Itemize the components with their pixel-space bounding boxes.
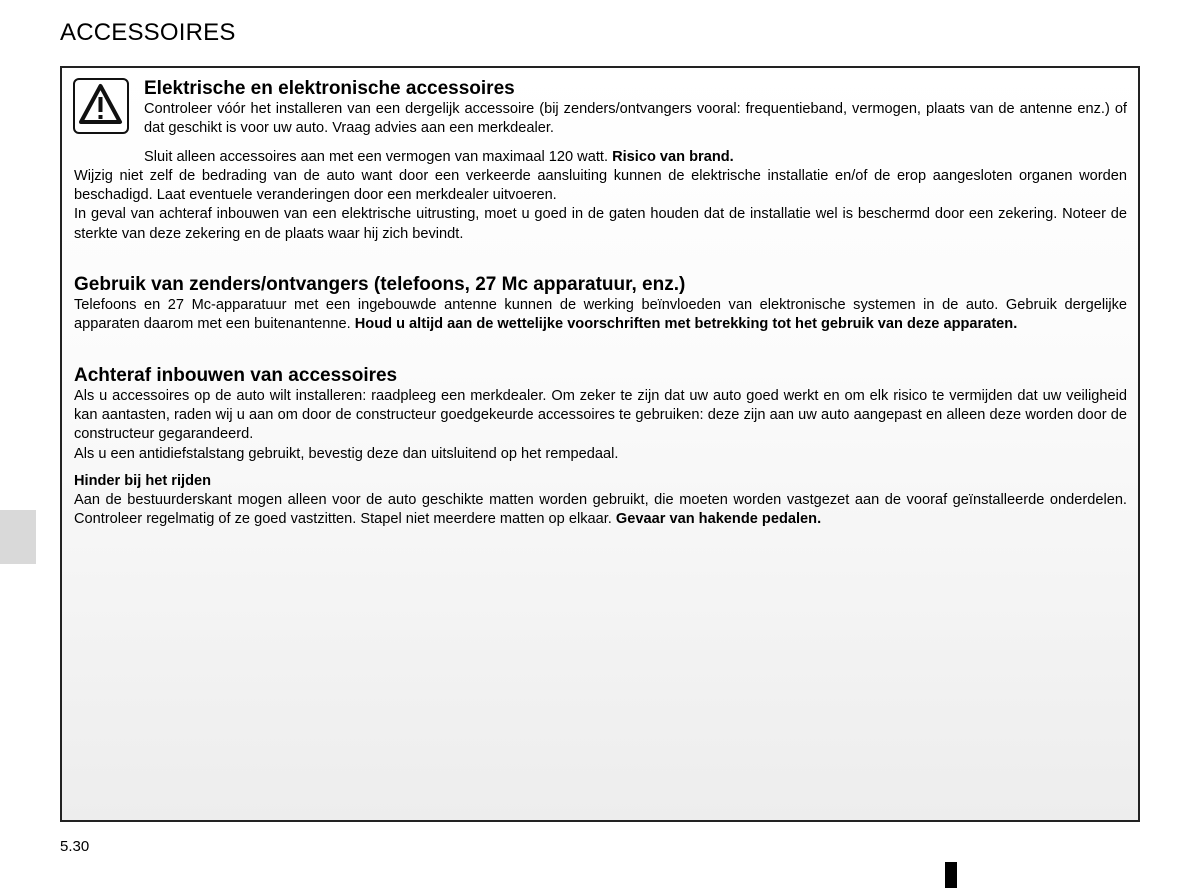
text: Sluit alleen accessoires aan met een vermogen van maximaal 120 watt. — [144, 148, 613, 165]
paragraph: Controleer vóór het installeren van een dergelijk accessoire (bij zenders/ontvangers vooral: frequentieband, vermogen, plaats van de antenne enz.) of dat geschikt is voor uw auto. Vraag advies aan een merkdealer. — [144, 101, 1127, 137]
paragraph — [74, 296, 1127, 335]
paragraph — [144, 148, 1127, 167]
paragraph: Als u een antidiefstalstang gebruikt, bevestig deze dan uitsluitend op het rempedaal. — [74, 445, 619, 462]
bold-text: Risico van brand. — [612, 148, 734, 165]
section-heading: Elektrische en elektronische accessoires — [144, 78, 515, 99]
warning-content — [74, 78, 1127, 530]
bold-text: Houd u altijd aan de wettelijke voorschriften met betrekking tot het gebruik van deze apparaten. — [354, 316, 1018, 333]
page-title: ACCESSOIRES — [60, 19, 236, 46]
text: Aan de bestuurderskant mogen alleen voor de auto geschikte matten worden gebruikt, die moeten worden vastgezet aan de vooraf geïnstalleerde onderdelen. Controleer regelmatig of ze goed vastzitten. Stapel niet meerdere matten op elkaar. — [74, 492, 1127, 528]
section-heading: Gebruik van zenders/ontvangers (telefoons, 27 Mc apparatuur, enz.) — [74, 274, 686, 296]
section-heading: Achteraf inbouwen van accessoires — [74, 364, 398, 386]
paragraph — [74, 491, 1127, 530]
chapter-tab — [0, 510, 36, 564]
subsection-heading: Hinder bij het rijden — [74, 472, 212, 489]
crop-mark — [945, 862, 957, 888]
paragraph: In geval van achteraf inbouwen van een elektrische uitrusting, moet u goed in de gaten houden dat de installatie wel is beschermd door een zekering. Noteer de sterkte van deze zekering en de plaats waar hij zich bevindt. — [74, 206, 1127, 242]
paragraph: Als u accessoires op de auto wilt installeren: raadpleeg een merkdealer. Om zeker te zijn dat uw auto goed werkt en om elk risico te vermijden dat uw veiligheid kan aantasten, raden wij u aan om door de constructeur goedgekeurde accessoires te gebruiken: deze zijn aan uw auto aangepast en alleen deze worden door de constructeur gegarandeerd. — [74, 387, 1127, 443]
warning-frame — [60, 66, 1140, 822]
page-number: 5.30 — [60, 838, 90, 855]
paragraph: Wijzig niet zelf de bedrading van de auto want door een verkeerde aansluiting kunnen de elektrische installatie en/of de erop aangesloten organen worden beschadigd. Laat eventuele veranderingen door een merkdealer uitvoeren. — [74, 167, 1127, 204]
text: Telefoons en 27 Mc-apparatuur met een ingebouwde antenne kunnen de werking beïnvloeden van elektronische systemen in de auto. Gebruik dergelijke apparaten daarom met een buitenantenne. — [74, 297, 1127, 333]
section-electric-intro — [144, 78, 1127, 139]
bold-text: Gevaar van hakende pedalen. — [615, 511, 822, 528]
